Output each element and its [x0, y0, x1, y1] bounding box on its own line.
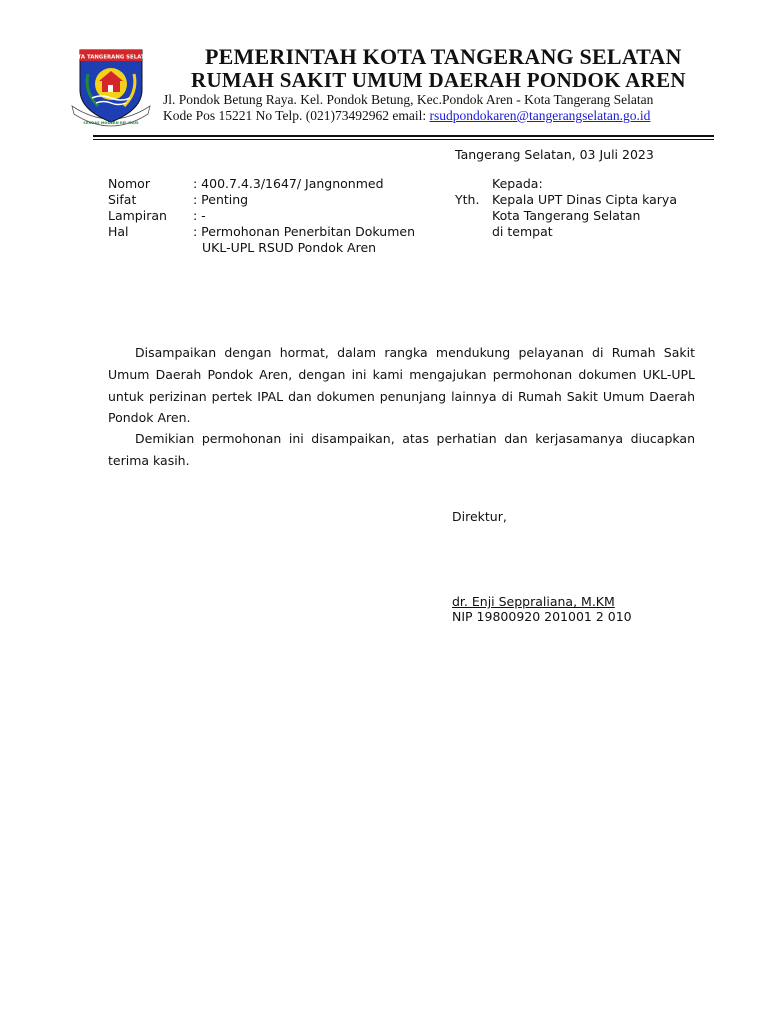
recipient-kepada: Kepada:: [492, 176, 543, 191]
contact-prefix: Kode Pos 15221 No Telp. (021)73492962 email:: [163, 108, 430, 123]
meta-label-lampiran: Lampiran: [108, 208, 167, 223]
meta-value-nomor: : 400.7.4.3/1647/ Jangnonmed: [193, 176, 384, 191]
signature-name: dr. Enji Seppraliana, M.KM: [452, 594, 615, 609]
meta-value-hal: : Permohonan Penerbitan Dokumen: [193, 224, 415, 239]
body-paragraph-1: [108, 342, 695, 429]
body-paragraph-2: [108, 428, 695, 472]
header-divider-thin: [93, 139, 714, 140]
agency-title: PEMERINTAH KOTA TANGERANG SELATAN: [205, 44, 682, 69]
meta-label-nomor: Nomor: [108, 176, 150, 191]
meta-value-sifat: : Penting: [193, 192, 249, 207]
meta-value-lampiran: : -: [193, 208, 206, 223]
recipient-line-2: Kota Tangerang Selatan: [492, 208, 641, 223]
header-divider: [93, 135, 714, 137]
emblem-ribbon-text: CERDAS MODERN RELIGIUS: [83, 121, 139, 125]
city-emblem-icon: [68, 44, 154, 128]
hospital-title: RUMAH SAKIT UMUM DAERAH PONDOK AREN: [191, 68, 686, 92]
meta-label-hal: Hal: [108, 224, 129, 239]
body-paragraph-2-text: Demikian permohonan ini disampaikan, atas perhatian dan kerjasamanya diucapkan terima kasih.: [108, 431, 695, 468]
signature-role: Direktur,: [452, 509, 507, 524]
recipient-line-1: Kepala UPT Dinas Cipta karya: [492, 192, 677, 207]
body-paragraph-1-text: Disampaikan dengan hormat, dalam rangka mendukung pelayanan di Rumah Sakit Umum Daerah Pondok Aren, dengan ini kami mengajukan permohonan dokumen UKL-UPL untuk perizinan pertek IPAL dan dokumen penunjang lainnya di Rumah Sakit Umum Daerah Pondok Aren.: [108, 345, 695, 426]
recipient-line-3: di tempat: [492, 224, 553, 239]
recipient-yth: Yth.: [455, 192, 480, 207]
address-line: Jl. Pondok Betung Raya. Kel. Pondok Betung, Kec.Pondok Aren - Kota Tangerang Selatan: [163, 92, 654, 107]
email-link[interactable]: rsudpondokaren@tangerangselatan.go.id: [429, 108, 651, 123]
meta-value-hal-continuation: UKL-UPL RSUD Pondok Aren: [202, 240, 377, 255]
emblem-banner-text: KOTA TANGERANG SELATAN: [69, 54, 153, 61]
contact-line: [163, 108, 650, 124]
signature-nip: NIP 19800920 201001 2 010: [452, 609, 632, 624]
place-date: Tangerang Selatan, 03 Juli 2023: [455, 147, 654, 162]
meta-label-sifat: Sifat: [108, 192, 137, 207]
